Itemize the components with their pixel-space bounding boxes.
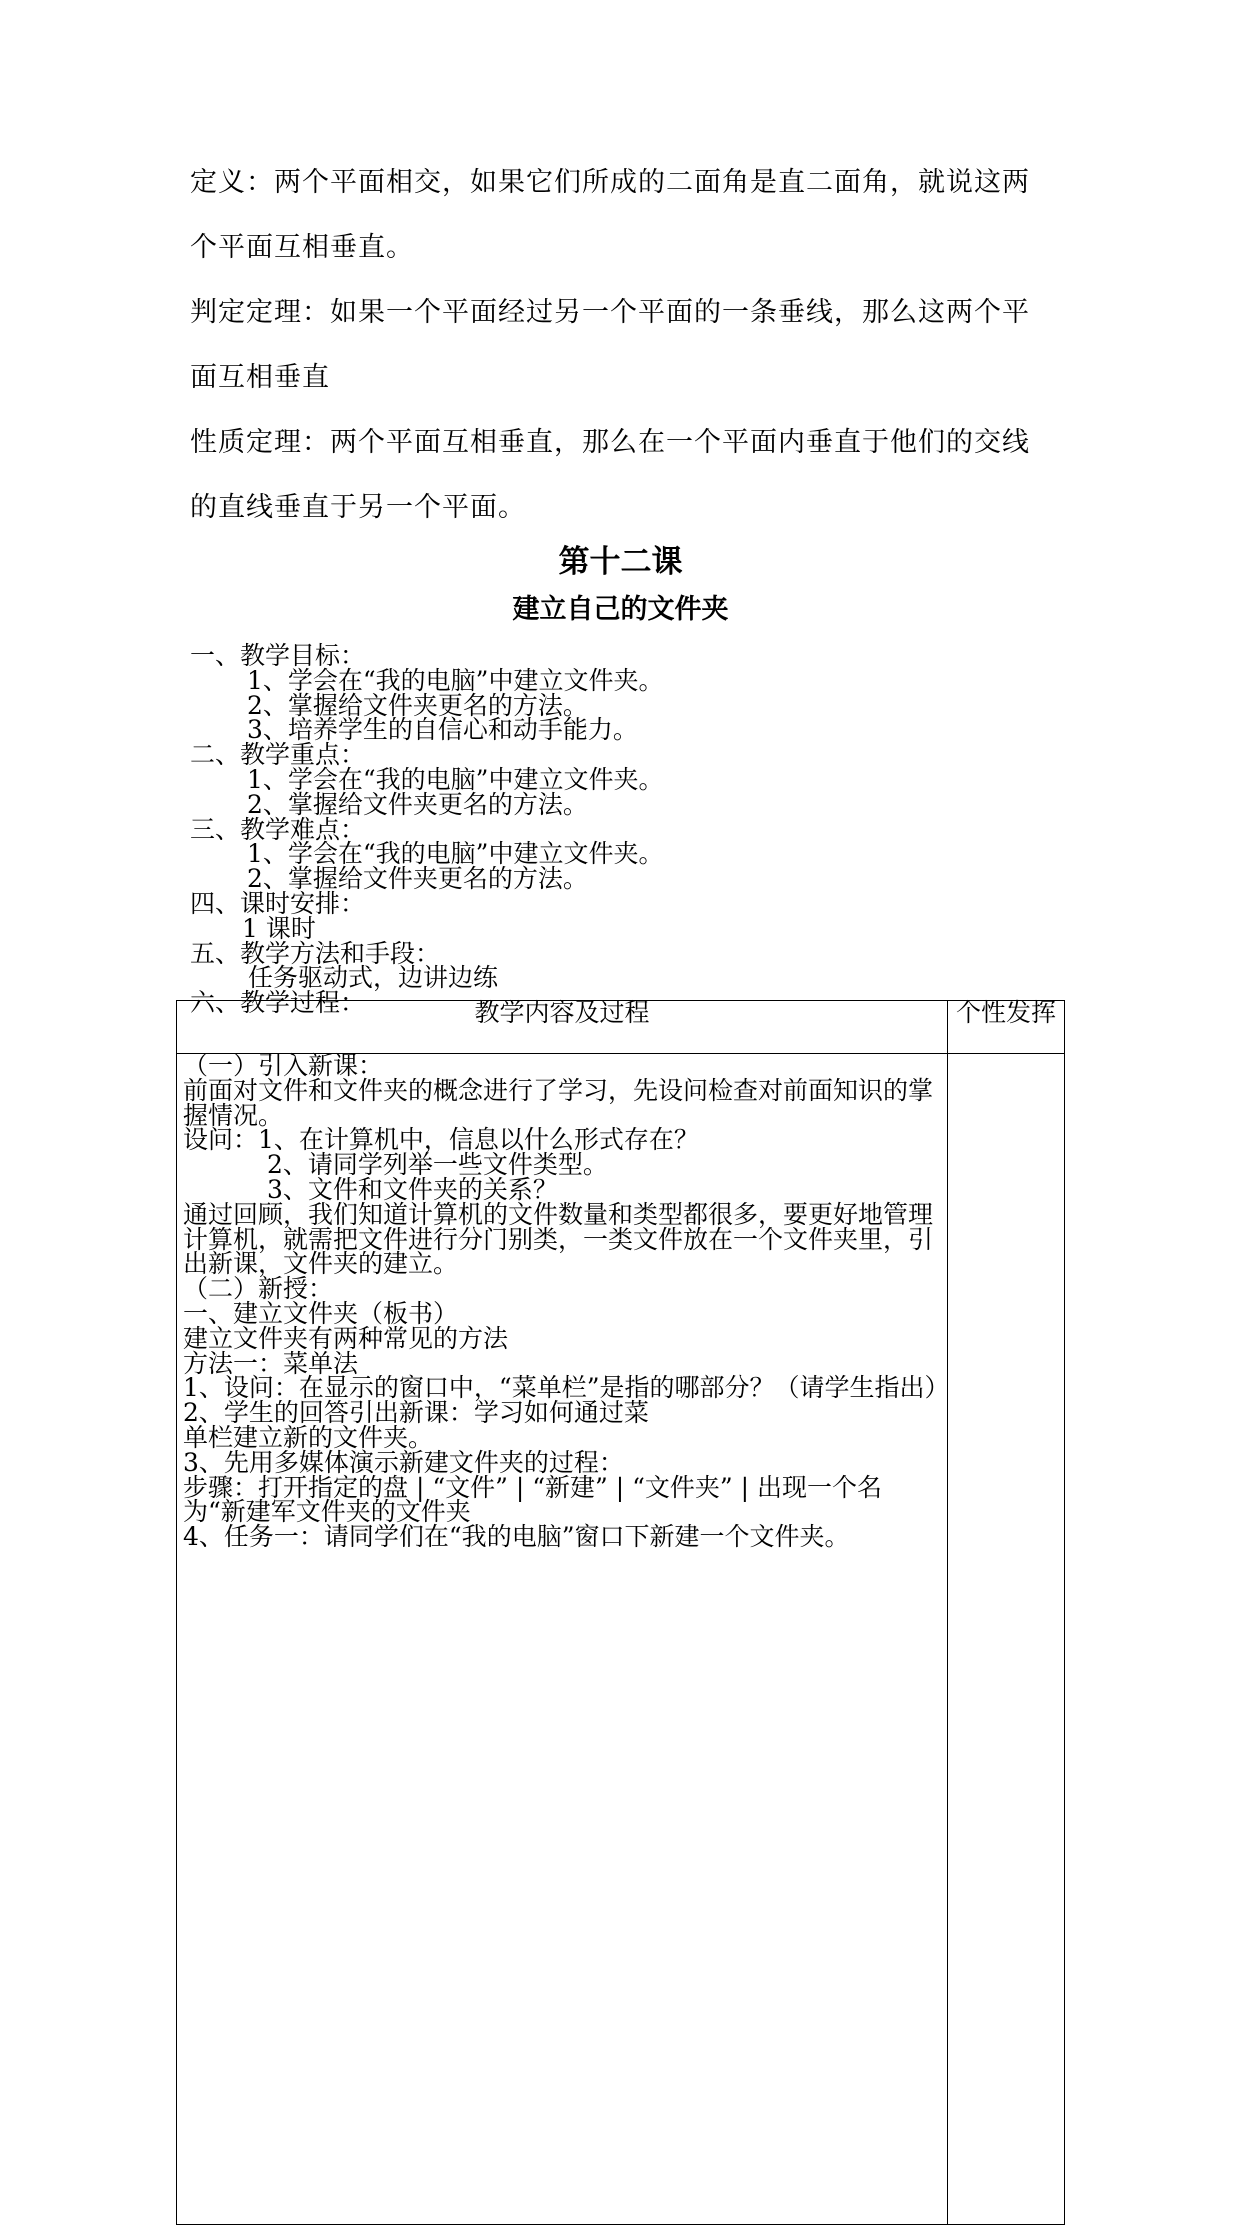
- teaching-process-table: [176, 1000, 1065, 2225]
- lesson-number: 第十二课: [558, 544, 683, 580]
- content-line: 1、设问：在显示的窗口中，“菜单栏”是指的哪部分？（请学生指出）: [183, 1373, 950, 1403]
- outline-item: 1、学会在“我的电脑”中建立文件夹。: [247, 665, 664, 695]
- content-line: 一、建立文件夹（板书）: [183, 1298, 459, 1328]
- content-line: 单栏建立新的文件夹。: [183, 1422, 434, 1452]
- content-line: 3、文件和文件夹的关系？: [267, 1174, 558, 1204]
- table-body-row: [177, 1054, 1065, 2225]
- outline-heading: 五、教学方法和手段：: [190, 938, 441, 968]
- outline-heading: 六、教学过程：: [190, 988, 366, 1018]
- lesson-outline: [190, 641, 1090, 1018]
- content-line: 步骤：打开指定的盘 | “文件” | “新建” | “文件夹” | 出现一个名为“新建军文件夹的文件夹: [183, 1472, 882, 1527]
- content-line: 通过回顾，我们知道计算机的文件数量和类型都很多，要更好地管理计算机，就需把文件进行分门别类，一类文件放在一个文件夹里，引出新课，文件夹的建立。: [183, 1199, 934, 1279]
- content-line: 2、学生的回答引出新课：学习如何通过菜: [183, 1398, 649, 1428]
- outline-heading: 四、课时安排：: [190, 888, 366, 918]
- content-line: 3、先用多媒体演示新建文件夹的过程：: [183, 1447, 624, 1477]
- content-line: 设问：1、在计算机中，信息以什么形式存在？: [183, 1125, 699, 1155]
- content-line: 方法一：菜单法: [183, 1348, 359, 1378]
- header-personal: 个性发挥: [948, 1001, 1065, 1054]
- outline-item: 1 课时: [242, 913, 316, 943]
- outline-item: 2、掌握给文件夹更名的方法。: [247, 789, 588, 819]
- outline-heading: 二、教学重点：: [190, 740, 366, 770]
- intro-definition: 定义：两个平面相交，如果它们所成的二面角是直二面角，就说这两 个平面互相垂直。: [190, 167, 1030, 263]
- content-line: 2、请同学列举一些文件类型。: [267, 1150, 608, 1180]
- intro-judgment-theorem: 判定定理：如果一个平面经过另一个平面的一条垂线，那么这两个平 面互相垂直: [190, 297, 1030, 393]
- content-line: （一）引入新课：: [183, 1051, 384, 1080]
- outline-item: 1、学会在“我的电脑”中建立文件夹。: [247, 839, 664, 869]
- outline-item: 1、学会在“我的电脑”中建立文件夹。: [247, 764, 664, 794]
- intro-property-theorem: 性质定理：两个平面互相垂直，那么在一个平面内垂直于他们的交线 的直线垂直于另一个平面。: [190, 427, 1030, 523]
- outline-heading: 一、教学目标：: [190, 641, 366, 670]
- content-line: 建立文件夹有两种常见的方法: [183, 1323, 509, 1353]
- content-line: 4、任务一：请同学们在“我的电脑”窗口下新建一个文件夹。: [183, 1522, 850, 1552]
- process-content: [177, 1051, 950, 2225]
- outline-heading: 三、教学难点：: [190, 814, 366, 844]
- content-line: （二）新授：: [183, 1274, 334, 1304]
- outline-item: 任务驱动式，边讲边练: [248, 963, 499, 993]
- header-content: 教学内容及过程: [177, 1001, 948, 1054]
- outline-item: 2、掌握给文件夹更名的方法。: [247, 864, 588, 894]
- personal-column: [948, 1054, 1065, 2225]
- content-line: 前面对文件和文件夹的概念进行了学习，先设问检查对前面知识的掌握情况。: [183, 1075, 934, 1130]
- table-header-row: [177, 1001, 1065, 1054]
- outline-item: 3、培养学生的自信心和动手能力。: [247, 715, 638, 745]
- lesson-title: 建立自己的文件夹: [512, 594, 729, 625]
- outline-item: 2、掌握给文件夹更名的方法。: [247, 690, 588, 720]
